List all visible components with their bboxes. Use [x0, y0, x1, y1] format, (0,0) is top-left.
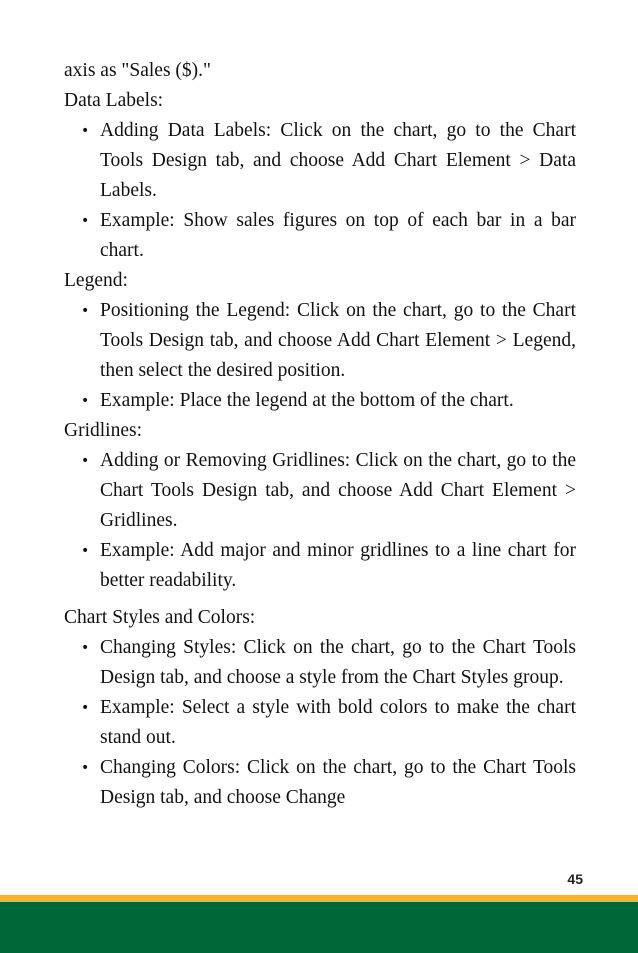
footer-green-band — [0, 902, 638, 953]
list-item: • Changing Styles: Click on the chart, go to the Chart Tools Design tab, and choose a style from the Chart Styles group. — [100, 633, 576, 693]
list-item: • Example: Place the legend at the bottom of the chart. — [100, 386, 576, 416]
list-item: • Adding Data Labels: Click on the chart, go to the Chart Tools Design tab, and choose Add Chart Element > Data Labels. — [100, 116, 576, 206]
heading-legend: Legend: — [64, 270, 128, 291]
list-item: • Positioning the Legend: Click on the chart, go to the Chart Tools Design tab, and choose Add Chart Element > Legend, then select the desired position. — [100, 296, 576, 386]
list-item: • Adding or Removing Gridlines: Click on the chart, go to the Chart Tools Design tab, and choose Add Chart Element > Gridlines. — [100, 446, 576, 536]
list-item: • Changing Colors: Click on the chart, go to the Chart Tools Design tab, and choose Change — [100, 753, 576, 813]
list-chart-styles-colors — [64, 633, 576, 813]
intro-line: axis as "Sales ($)." — [64, 60, 211, 81]
page-content — [64, 56, 576, 813]
heading-gridlines: Gridlines: — [64, 420, 142, 441]
list-data-labels — [64, 116, 576, 266]
heading-chart-styles-colors: Chart Styles and Colors: — [64, 607, 256, 628]
list-gridlines — [64, 446, 576, 596]
list-item: • Example: Show sales figures on top of each bar in a bar chart. — [100, 206, 576, 266]
list-item: • Example: Select a style with bold colors to make the chart stand out. — [100, 693, 576, 753]
page-number: 45 — [567, 871, 583, 887]
list-item: • Example: Add major and minor gridlines to a line chart for better readability. — [100, 536, 576, 596]
list-legend — [64, 296, 576, 416]
footer-gold-stripe — [0, 895, 638, 902]
heading-data-labels: Data Labels: — [64, 90, 164, 111]
